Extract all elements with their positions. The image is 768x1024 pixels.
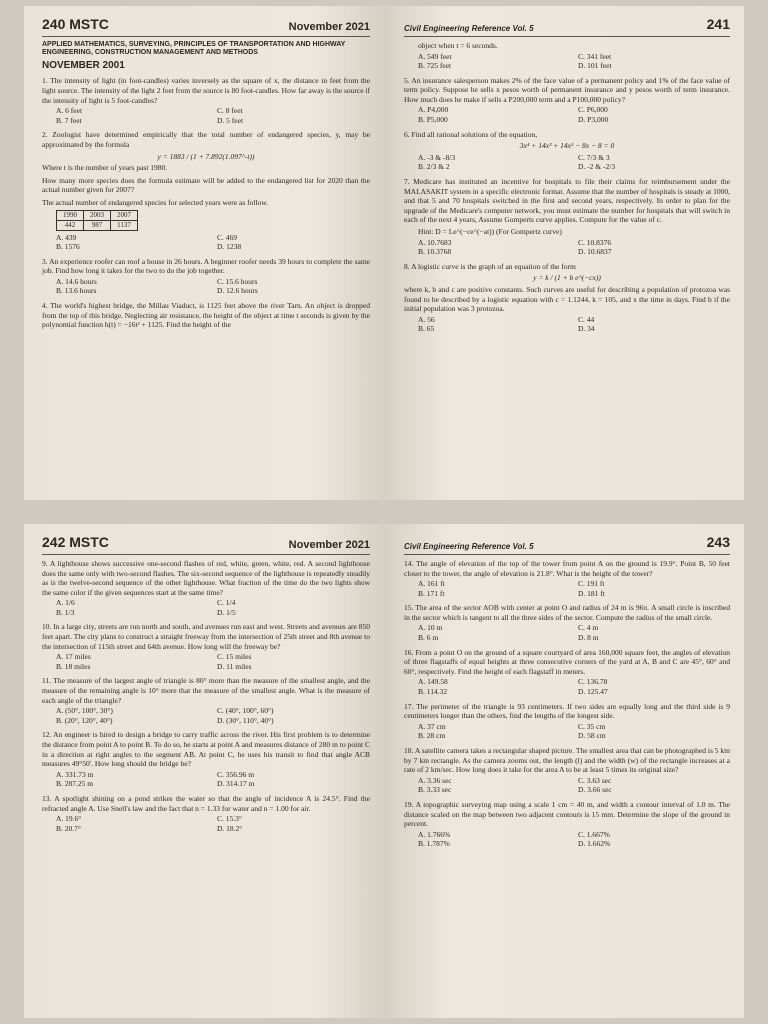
choice-b: B. 287.25 m	[56, 779, 94, 789]
choice-a: A. P4,000	[418, 105, 449, 115]
section-title: NOVEMBER 2001	[42, 59, 125, 71]
choice-d: D. 8 m	[578, 633, 599, 643]
choice-a: A. 6 feet	[56, 106, 83, 116]
question-text: 16. From a point O on the ground of a square courtyard of area 160,000 square feet, the angles of elevation of three flagstaffs of equal heights at three consecutive corners of the yard at A, B and C are 45°, 60° and 60°, respectively. Find the height of each flagstaff in meters.	[404, 647, 730, 676]
choice-b: B. 2/3 & 2	[418, 162, 450, 172]
question-4-continued	[404, 41, 730, 71]
choice-a: A. 3.36 sec	[418, 775, 452, 785]
choice-b: B. 13.6 hours	[56, 286, 97, 296]
equation: 3x⁴ + 14x³ + 14x² − 8x − 8 = 0	[519, 141, 615, 151]
choice-a: A. 161 ft	[418, 579, 445, 589]
choices	[404, 52, 730, 71]
choice-d: D. 58 cm	[578, 731, 606, 741]
choice-c: C. 44	[578, 314, 595, 324]
question-text: 13. A spotlight shining on a pond strikes the water so that the angle of incidence A is 24.5°. Find the refracted angle A. Use Snell's law and the fact that n = 1.33 for water and n = 1.00 for air.	[42, 793, 370, 813]
question-3	[42, 257, 370, 296]
choice-b: B. 20.7°	[56, 823, 81, 833]
question-text: 3. An experience roofer can roof a house in 26 hours. A beginner roofer needs 39 hours to complete the same job. Find how long it takes for the two to do the job together.	[42, 256, 370, 276]
table-cell: 1137	[111, 220, 138, 230]
hint: Hint: D = Le^(−ce^(−at)) (For Gompertz curve)	[418, 227, 562, 236]
choice-d: D. 18.2°	[217, 823, 243, 833]
choice-a: A. 17 miles	[56, 652, 91, 662]
choice-c: C. 15.3°	[217, 814, 242, 824]
choices	[404, 830, 730, 849]
choice-c: C. 136.78	[578, 677, 608, 687]
question-text: 15. The area of the sector AOB with center at point O and radius of 24 m is 96π. A small circle is inscribed in the sector which is tangent to all the three sides of the sector. Compute the radius of the small circle.	[404, 603, 730, 622]
choice-a: A. 19.6°	[56, 814, 82, 824]
choice-d: D. 3.66 sec	[578, 785, 612, 795]
table-cell: 1990	[57, 210, 84, 220]
choices	[404, 776, 730, 795]
choices	[404, 722, 730, 741]
choice-c: C. 15 miles	[217, 652, 252, 662]
choice-a: A. 439	[56, 232, 77, 242]
month-heading: November 2021	[288, 20, 370, 33]
question-note: Where t is the number of years past 1980.	[42, 163, 168, 173]
question-text: 8. A logistic curve is the graph of an equation of the form	[404, 261, 576, 271]
choice-d: D. P3,000	[578, 115, 609, 125]
choice-b: B. P5,000	[418, 115, 448, 125]
choice-c: C. 3.63 sec	[578, 775, 612, 785]
choice-a: A. 37 cm	[418, 721, 446, 731]
question-6	[404, 130, 730, 172]
choice-c: C. 356.96 m	[217, 769, 255, 779]
question-5	[404, 76, 730, 125]
equation: y = 1883 / (1 + 7.892(1.097^-t))	[157, 151, 255, 161]
choice-a: A. 10.7683	[418, 237, 452, 247]
choice-b: B. 65	[418, 324, 435, 334]
choice-a: A. 14.6 hours	[56, 276, 97, 286]
choice-a: A. (50°, 100°, 30°)	[56, 706, 113, 716]
table-row	[57, 220, 138, 230]
choices	[42, 598, 370, 617]
page-header	[404, 16, 730, 37]
table-row	[57, 210, 138, 220]
table-cell: 442	[57, 220, 84, 230]
choice-d: D. 11 miles	[217, 661, 252, 671]
question-text: 12. An engineer is hired to design a bridge to carry traffic across the river. His first problem is to determine the distance from point A to point B. To do so, he starts at point A and measures distance of 280 m to point C in a direction at right angles to the segment AB. At point C, he uses his transit to find that angle ACB measures 49°50'. How long should the bridge be?	[42, 730, 370, 769]
book-title: Civil Engineering Reference Vol. 5	[404, 541, 534, 551]
choices	[42, 814, 370, 833]
choices	[42, 770, 370, 789]
choice-b: B. 171 ft	[418, 588, 445, 598]
choice-d: D. -2 & -2/3	[578, 162, 616, 172]
book-title: Civil Engineering Reference Vol. 5	[404, 23, 534, 33]
choice-c: C. 469	[217, 232, 238, 242]
page-header	[42, 534, 370, 555]
choice-d: D. 10.6837	[578, 247, 612, 257]
page-number: 240 MSTC	[42, 16, 109, 32]
choice-c: C. 1.667%	[578, 829, 610, 839]
question-text: 6. Find all rational solutions of the equation,	[404, 129, 538, 139]
question-text-2: where k, b and c are positive constants. Such curves are useful for describing a population of protozoa was found to be described by a logistic equation with c = 1.1244, k = 105, and x the time in days. Find b if the initial population was 3 protozoa.	[404, 284, 730, 314]
equation: y = k / (1 + b e^(−cx))	[533, 273, 601, 283]
question-2	[42, 130, 370, 251]
page-header	[404, 534, 730, 555]
page-number: 241	[706, 16, 730, 32]
question-text: 11. The measure of the largest angle of triangle is 80° more than the measure of the smallest angle, and the measure of the remaining angle is 10° more that the measure of the smallest angle. What is the measure of each angle of the triangle?	[42, 676, 370, 705]
choice-d: D. 314.17 m	[217, 779, 255, 789]
choice-c: C. 7/3 & 3	[578, 152, 610, 162]
question-text: 7. Medicare has instituted an incentive for hospitals to file their claims for reimbursement under the MALASAKIT system in a specific electronic format. Assume that the number of hospitals is steady at 1000, and that 5 and 70 hospitals switched in the first and second years, respectively. In order to plan for the upgrade of the Medicare's computer network, you must estimate the number for hospitals that will switch in each of the next 4 years, Assume Gomperts curve applies. Compute for the value of c.	[404, 177, 730, 225]
choices	[42, 706, 370, 725]
choice-b: B. 7 feet	[56, 115, 82, 125]
choices	[404, 238, 730, 257]
choice-a: A. 1.766%	[418, 829, 451, 839]
page-number: 243	[706, 534, 730, 550]
choice-b: B. 18 miles	[56, 661, 91, 671]
choices	[42, 106, 370, 125]
choice-d: D. 5 feet	[217, 115, 244, 125]
choices	[404, 153, 730, 172]
question-10	[42, 622, 370, 671]
choice-b: B. 1.787%	[418, 839, 450, 849]
question-text: 10. In a large city, streets are run north and south, and avenues run east and west. Streets and avenues are 850 feet apart. The city plans to construct a straight freeway from the intersection of 25th street and 8th avenue to the intersection of 115th street and 64th avenue. How long will the freeway be?	[42, 622, 370, 651]
choice-a: A. 549 feet	[418, 51, 452, 61]
question-text: 1. The intensity of light (in foot-candles) varies inversely as the square of x, the distance in feet from the light source. The intensity of the light 2 feet from the source is 80 foot-candles. How far away is the source if the intensity of light is 5 foot-candles?	[42, 76, 370, 105]
choices	[404, 105, 730, 124]
choice-c: C. 191 ft	[578, 579, 605, 589]
choice-b: B. 28 cm	[418, 731, 446, 741]
question-13	[42, 794, 370, 833]
question-8	[404, 262, 730, 334]
choices	[42, 277, 370, 296]
choice-b: B. 114.32	[418, 687, 448, 697]
choice-a: A. -3 & -8/3	[418, 152, 456, 162]
question-18	[404, 746, 730, 795]
question-16	[404, 648, 730, 697]
choice-b: B. 6 m	[418, 633, 439, 643]
choices	[404, 315, 730, 334]
bottom-spread	[24, 524, 744, 1018]
question-17	[404, 702, 730, 741]
page-number: 242 MSTC	[42, 534, 109, 550]
section-subhead: APPLIED MATHEMATICS, SURVEYING, PRINCIPLES OF TRANSPORTATION AND HIGHWAY ENGINEERING, CONSTRUCTION MANAGEMENT AND METHODS	[42, 40, 346, 57]
page-242	[24, 524, 384, 1018]
choice-b: B. 725 feet	[418, 61, 452, 71]
question-text: 2. Zoologist have determined empirically that the total number of endangered species, y, may be approximated by the formula	[42, 130, 370, 150]
question-text: 14. The angle of elevation of the top of the tower from point A on the ground is 19.9°. Point B, 50 feet closer to the tower, the angle of elevation is 21.8°. What is the height of the tower?	[404, 558, 730, 578]
choice-d: D. 1238	[217, 242, 242, 252]
choice-d: D. 34	[578, 324, 595, 334]
table-cell: 2007	[111, 210, 138, 220]
choice-c: C. 8 feet	[217, 106, 243, 116]
question-14	[404, 559, 730, 598]
question-text-2: How many more species does the formula estimate will be added to the endangered list for 2020 than the actual number given for 2007?	[42, 175, 370, 195]
question-text-3: The actual number of endangered species for selected years were as follow.	[42, 198, 269, 208]
question-4	[42, 301, 370, 330]
question-1	[42, 76, 370, 125]
question-text: 19. A topographic surveying map using a scale 1 cm = 40 m, and width a contour interval of 1.0 m. The distance scaled on the map between two adjacent contours is 15 mm. Determine the slope of the ground in percent.	[404, 799, 730, 829]
page-240	[24, 6, 384, 500]
choice-a: A. 56	[418, 314, 435, 324]
choice-a: A. 10 m	[418, 623, 443, 633]
question-12	[42, 730, 370, 789]
question-text: 9. A lighthouse shows successive one-second flashes of red, white, green, white, red. A second lighthouse does the same only with two-second flashes. The six-second sequence of the lighthouse is repeatedly steadily as is the twelve-second sequence of the other lighthouse. What fraction of the time do the two lights show the same color if the given sequences start at the same time?	[42, 558, 370, 597]
choice-c: C. 15.6 hours	[217, 276, 258, 286]
choice-c: C. 35 cm	[578, 721, 606, 731]
choice-a: A. 1/6	[56, 598, 75, 608]
choice-d: D. 101 feet	[578, 61, 612, 71]
table-cell: 987	[84, 220, 111, 230]
question-text: 5. An insurance salesperson makes 2% of the face value of a permanent policy and 1% of the face value of term policy. Suppose he sells x pesos worth of permanent insurance and y pesos worth of term insurance. How much does he make if sells a P200,000 term and a P100,000 policy?	[404, 75, 730, 104]
choices	[42, 652, 370, 671]
choice-c: C. 1/4	[217, 598, 236, 608]
choice-d: D. (30°, 110°, 40°)	[217, 715, 274, 725]
choices	[404, 579, 730, 598]
choice-c: C. 4 m	[578, 623, 599, 633]
page-241	[384, 6, 744, 500]
question-15	[404, 603, 730, 642]
species-table	[56, 210, 138, 231]
choice-c: C. (40°, 100°, 60°)	[217, 706, 274, 716]
choices	[404, 623, 730, 642]
page-243	[384, 524, 744, 1018]
choice-b: B. 10.3768	[418, 247, 452, 257]
question-text: 17. The perimeter of the triangle is 93 centimeters. If two sides are equally long and the third side is 9 centimeters longer than the others, find the lengths of the longest side.	[404, 701, 730, 721]
choice-c: C. 10.8376	[578, 237, 612, 247]
choice-d: D. 125.47	[578, 687, 608, 697]
choice-b: B. 1/3	[56, 607, 75, 617]
choice-d: D. 1/5	[217, 607, 236, 617]
question-text: 4. The world's highest bridge, the Millau Viaduct, is 1125 feet above the river Tarn. An object is dropped from the top of this bridge. Neglecting air resistance, the height of the object at time t seconds is given by the polynomial function h(t) = −16t² + 1125. Find the height of the	[42, 301, 370, 330]
choice-c: C. P6,000	[578, 105, 608, 115]
question-text: object when t = 6 seconds.	[418, 40, 498, 50]
choice-d: D. 181 ft	[578, 588, 605, 598]
choice-d: D. 1.662%	[578, 839, 611, 849]
page-header	[42, 16, 370, 37]
choice-b: B. 3.33 sec	[418, 785, 452, 795]
table-cell: 2003	[84, 210, 111, 220]
question-19	[404, 800, 730, 849]
choice-b: B. 1576	[56, 242, 80, 252]
choice-b: B. (20°, 120°, 40°)	[56, 715, 113, 725]
choices	[42, 233, 370, 252]
question-7	[404, 177, 730, 257]
question-9	[42, 559, 370, 618]
choice-a: A. 149.58	[418, 677, 448, 687]
choices	[404, 677, 730, 696]
choice-d: D. 12.6 hours	[217, 286, 258, 296]
question-text: 18. A satellite camera takes a rectangular shaped picture. The smallest area that can be photographed is 5 km by 7 km rectangle. As the camera zooms out, the length (l) and the width (w) of the rectangle increases at a rate of 2 km/sec. How long does it take for the area A to be at least 5 times its original size?	[404, 746, 730, 775]
choice-c: C. 341 feet	[578, 51, 612, 61]
question-11	[42, 676, 370, 725]
top-spread	[24, 6, 744, 500]
month-heading: November 2021	[288, 538, 370, 551]
choice-a: A. 331.73 m	[56, 769, 94, 779]
